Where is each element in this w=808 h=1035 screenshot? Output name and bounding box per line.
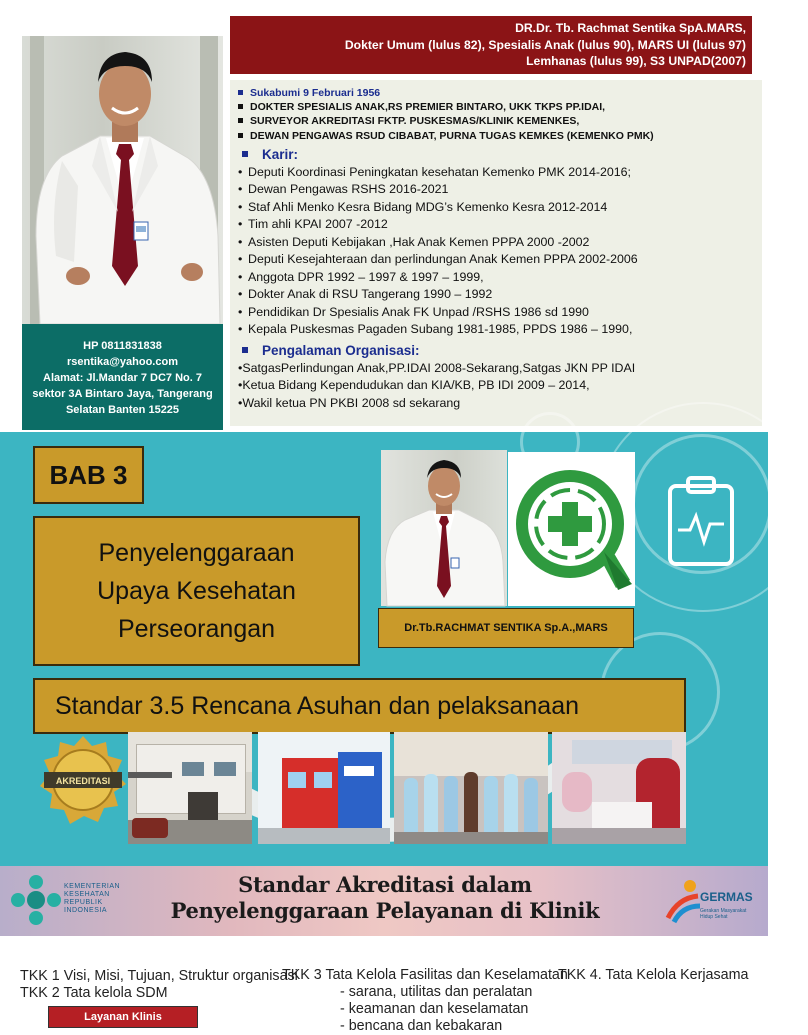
organisasi-item: •Wakil ketua PN PKBI 2008 sd sekarang: [238, 395, 461, 410]
contact-address-2: sektor 3A Bintaro Jaya, Tangerang: [32, 388, 213, 400]
medal-text: AKREDITASI: [55, 776, 111, 786]
bab-title: [33, 516, 360, 666]
tkk-subitem: - bencana dan kebakaran: [340, 1018, 503, 1034]
doctor-photo-small: [381, 450, 507, 606]
summary-item: SURVEYOR AKREDITASI FKTP. PUSKESMAS/KLINIK KEMENKES,: [236, 114, 762, 128]
tkk-subitem: - keamanan dan keselamatan: [340, 1001, 529, 1017]
bab-title-line: Perseorangan: [117, 615, 276, 643]
header-line-degrees: Lemhanas (lulus 99), S3 UNPAD(2007): [526, 54, 746, 68]
akreditasi-logo: [508, 452, 635, 606]
summary-list: [236, 86, 762, 143]
nurse-care-image: [552, 732, 686, 844]
header-line-name: DR.Dr. Tb. Rachmat Sentika SpA.MARS,: [515, 21, 746, 35]
tkk-subitem: - sarana, utilitas dan peralatan: [340, 984, 533, 1000]
summary-item: DOKTER SPESIALIS ANAK,RS PREMIER BINTARO, UKK TKPS PP.IDAI,: [236, 100, 762, 114]
medical-team-image: [394, 732, 548, 844]
kemenkes-line: KEMENTERIAN: [64, 883, 121, 890]
doctor-name-label: Dr.Tb.RACHMAT SENTIKA Sp.A.,MARS: [378, 608, 634, 648]
profile-header: [230, 16, 752, 74]
kemenkes-line: REPUBLIK: [64, 899, 103, 906]
clinic-building-image: [128, 732, 252, 844]
bab-label: BAB 3: [33, 446, 144, 504]
organisasi-item: •Ketua Bidang Kependudukan dan KIA/KB, PB IDI 2009 – 2014,: [238, 378, 590, 393]
contact-address-3: Selatan Banten 15225: [65, 404, 180, 416]
klinik-banner: [0, 866, 768, 936]
klinik-title-line: Penyelenggaraan Pelayanan di Klinik: [170, 898, 600, 923]
karir-heading: Karir:: [236, 145, 762, 164]
bab-section: [0, 432, 768, 868]
tkk-item: TKK 4. Tata Kelola Kerjasama: [558, 967, 749, 983]
clipboard-icon: [662, 472, 742, 572]
karir-item: • Pendidikan Dr Spesialis Anak FK Unpad /RSHS 1986 sd 1990: [236, 304, 762, 322]
standar-title: Standar 3.5 Rencana Asuhan dan pelaksanaan: [33, 678, 686, 734]
summary-item: DEWAN PENGAWAS RSUD CIBABAT, PURNA TUGAS KEMKES (KEMENKO PMK): [236, 129, 762, 143]
organisasi-item: •SatgasPerlindungan Anak,PP.IDAI 2008-Sekarang,Satgas JKN PP IDAI: [238, 360, 636, 375]
kemenkes-line: KESEHATAN: [64, 891, 110, 898]
karir-item: • Deputi Kesejahteraan dan perlindungan Anak Kemen PPPA 2002-2006: [236, 251, 762, 269]
bab-title-line: Upaya Kesehatan: [97, 577, 296, 605]
contact-email[interactable]: rsentika@yahoo.com: [67, 356, 178, 368]
bab-title-line: Penyelenggaraan: [98, 539, 295, 567]
karir-item: • Dokter Anak di RSU Tangerang 1990 – 1992: [236, 286, 762, 304]
germas-logo-icon: [664, 878, 704, 924]
contact-phone: HP 0811831838: [83, 340, 162, 352]
tkk-item: TKK 2 Tata kelola SDM: [20, 985, 168, 1001]
tkk-item: TKK 3 Tata Kelola Fasilitas dan Keselamatan: [282, 967, 568, 983]
kemenkes-line: INDONESIA: [64, 907, 108, 914]
layanan-klinis-button[interactable]: Layanan Klinis: [48, 1006, 198, 1028]
kemenkes-text: [64, 883, 120, 915]
germas-tagline: Gerakan Masyarakat Hidup Sehat: [700, 908, 747, 920]
karir-item: • Staf Ahli Menko Kesra Bidang MDG’s Kemenko Kesra 2012-2014: [236, 199, 762, 217]
clinic-3d-render-image: [258, 732, 390, 844]
akreditasi-medal-image: [36, 732, 130, 844]
tkk-item: TKK 1 Visi, Misi, Tujuan, Struktur organisasi: [20, 968, 298, 984]
summary-item: Sukabumi 9 Februari 1956: [236, 86, 762, 100]
kemenkes-logo-icon: [8, 872, 64, 928]
organisasi-heading: Pengalaman Organisasi:: [236, 341, 762, 360]
header-line-education: Dokter Umum (lulus 82), Spesialis Anak (lulus 90), MARS UI (lulus 97): [344, 37, 746, 52]
karir-item: • Dewan Pengawas RSHS 2016-2021: [236, 181, 762, 199]
klinik-title-line: Standar Akreditasi dalam: [238, 872, 532, 897]
karir-item: • Deputi Koordinasi Peningkatan kesehatan Kemenko PMK 2014-2016;: [236, 164, 762, 182]
germas-label: GERMAS: [700, 890, 753, 904]
karir-item: • Kepala Puskesmas Pagaden Subang 1981-1985, PPDS 1986 – 1990,: [236, 321, 762, 339]
karir-item: • Tim ahli KPAI 2007 -2012: [236, 216, 762, 234]
karir-item: • Asisten Deputi Kebijakan ,Hak Anak Kemen PPPA 2000 -2002: [236, 234, 762, 252]
karir-item: • Anggota DPR 1992 – 1997 & 1997 – 1999,: [236, 269, 762, 287]
contact-address-1: Alamat: Jl.Mandar 7 DC7 No. 7: [43, 372, 202, 384]
klinik-title: [160, 872, 610, 924]
